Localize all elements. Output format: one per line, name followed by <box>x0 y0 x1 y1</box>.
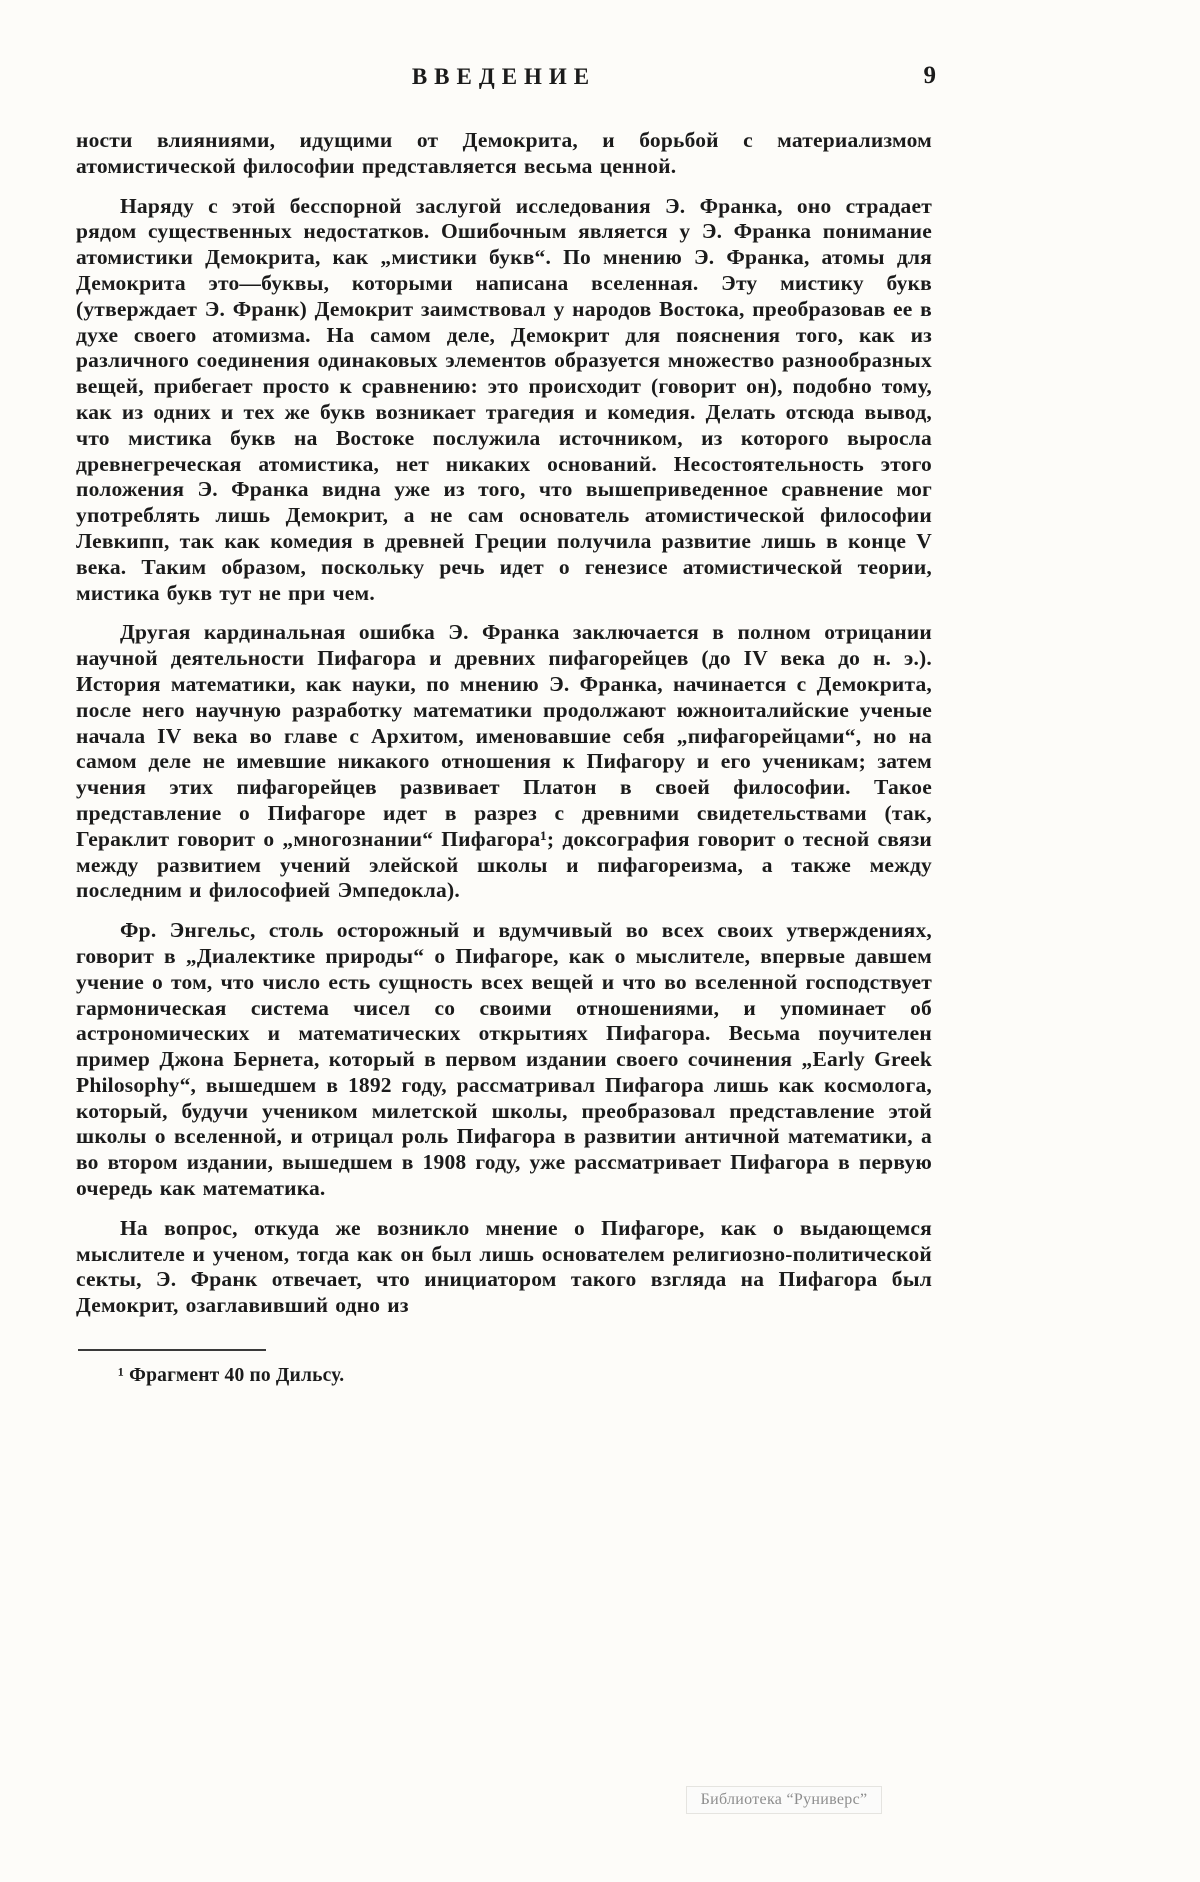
body-text <box>76 128 932 1319</box>
footnote: ¹ Фрагмент 40 по Дильсу. <box>118 1365 345 1387</box>
body-paragraph: Другая кардинальная ошибка Э. Франка заключается в полном отрицании научной деятельности Пифагора и древних пифагорейцев (до IV века до н. э.). История математики, как науки, по мнению Э. Франка, начинается с Демокрита, после него научную разработку математики продолжают южноиталийские ученые начала IV века во главе с Архитом, именовавшие себя „пифагорейцами“, но на самом деле не имевшие никакого отношения к Пифагору и его ученикам; затем учения этих пифагорейцев развивает Платон в своей философии. Такое представление о Пифагоре идет в разрез с древними свидетельствами (так, Гераклит говорит о „многознании“ Пифагора¹; доксография говорит о тесной связи между развитием учений элейской школы и пифагореизма, а также между последним и философией Эмпедокла). <box>76 620 932 903</box>
page-header <box>76 62 936 98</box>
body-paragraph: Фр. Энгельс, столь осторожный и вдумчивый во всех своих утверждениях, говорит в „Диалектике природы“ о Пифагоре, как о мыслителе, впервые давшем учение о том, что число есть сущность всех вещей и что во вселенной господствует гармоническая система чисел со своими отношениями, и упоминает об астрономических и математических открытиях Пифагора. Весьма поучителен пример Джона Бернета, который в первом издании своего сочинения „Early Greek Philosophy“, вышедшем в 1892 году, рассматривал Пифагора лишь как космолога, который, будучи учеником милетской школы, преобразовал представление этой школы о вселенной, и отрицал роль Пифагора в развитии античной математики, а во втором издании, вышедшем в 1908 году, уже рассматривает Пифагора в первую очередь как математика. <box>76 918 932 1201</box>
body-paragraph: ности влияниями, идущими от Демокрита, и борьбой с материализмом атомистической философии представляется весьма ценной. <box>76 128 932 178</box>
page-number: 9 <box>923 62 936 89</box>
body-paragraph: Наряду с этой бесспорной заслугой исследования Э. Франка, оно страдает рядом существенных недостатков. Ошибочным является у Э. Франка понимание атомистики Демокрита, как „мистики букв“. По мнению Э. Франка, атомы для Демокрита это—буквы, которыми написана вселенная. Эту мистику букв (утверждает Э. Франк) Демокрит заимствовал у народов Востока, преобразовав ее в духе своего атомизма. На самом деле, Демокрит для пояснения того, как из различного соединения одинаковых элементов образуется множество разнообразных вещей, прибегает просто к сравнению: это происходит (говорит он), подобно тому, как из одних и тех же букв возникает трагедия и комедия. Делать отсюда вывод, что мистика букв на Востоке послужила источником, из которого выросла древнегреческая атомистика, нет никаких оснований. Несостоятельность этого положения Э. Франка видна уже из того, что вышеприведенное сравнение мог употреблять лишь Демокрит, а не сам основатель атомистической философии Левкипп, так как комедия в древней Греции получила развитие лишь в конце V века. Таким образом, поскольку речь идет о генезисе атомистической теории, мистика букв тут не при чем. <box>76 193 932 605</box>
footnote-divider <box>78 1349 266 1351</box>
body-paragraph: На вопрос, откуда же возникло мнение о Пифагоре, как о выдающемся мыслителе и ученом, тогда как он был лишь основателем религиозно-политической секты, Э. Франк отвечает, что инициатором такого взгляда на Пифагора был Демокрит, озаглавивший одно из <box>76 1215 932 1318</box>
library-watermark: Библиотека “Руниверс” <box>686 1786 882 1814</box>
chapter-title: ВВЕДЕНИЕ <box>411 64 597 89</box>
page-content <box>76 62 936 1387</box>
